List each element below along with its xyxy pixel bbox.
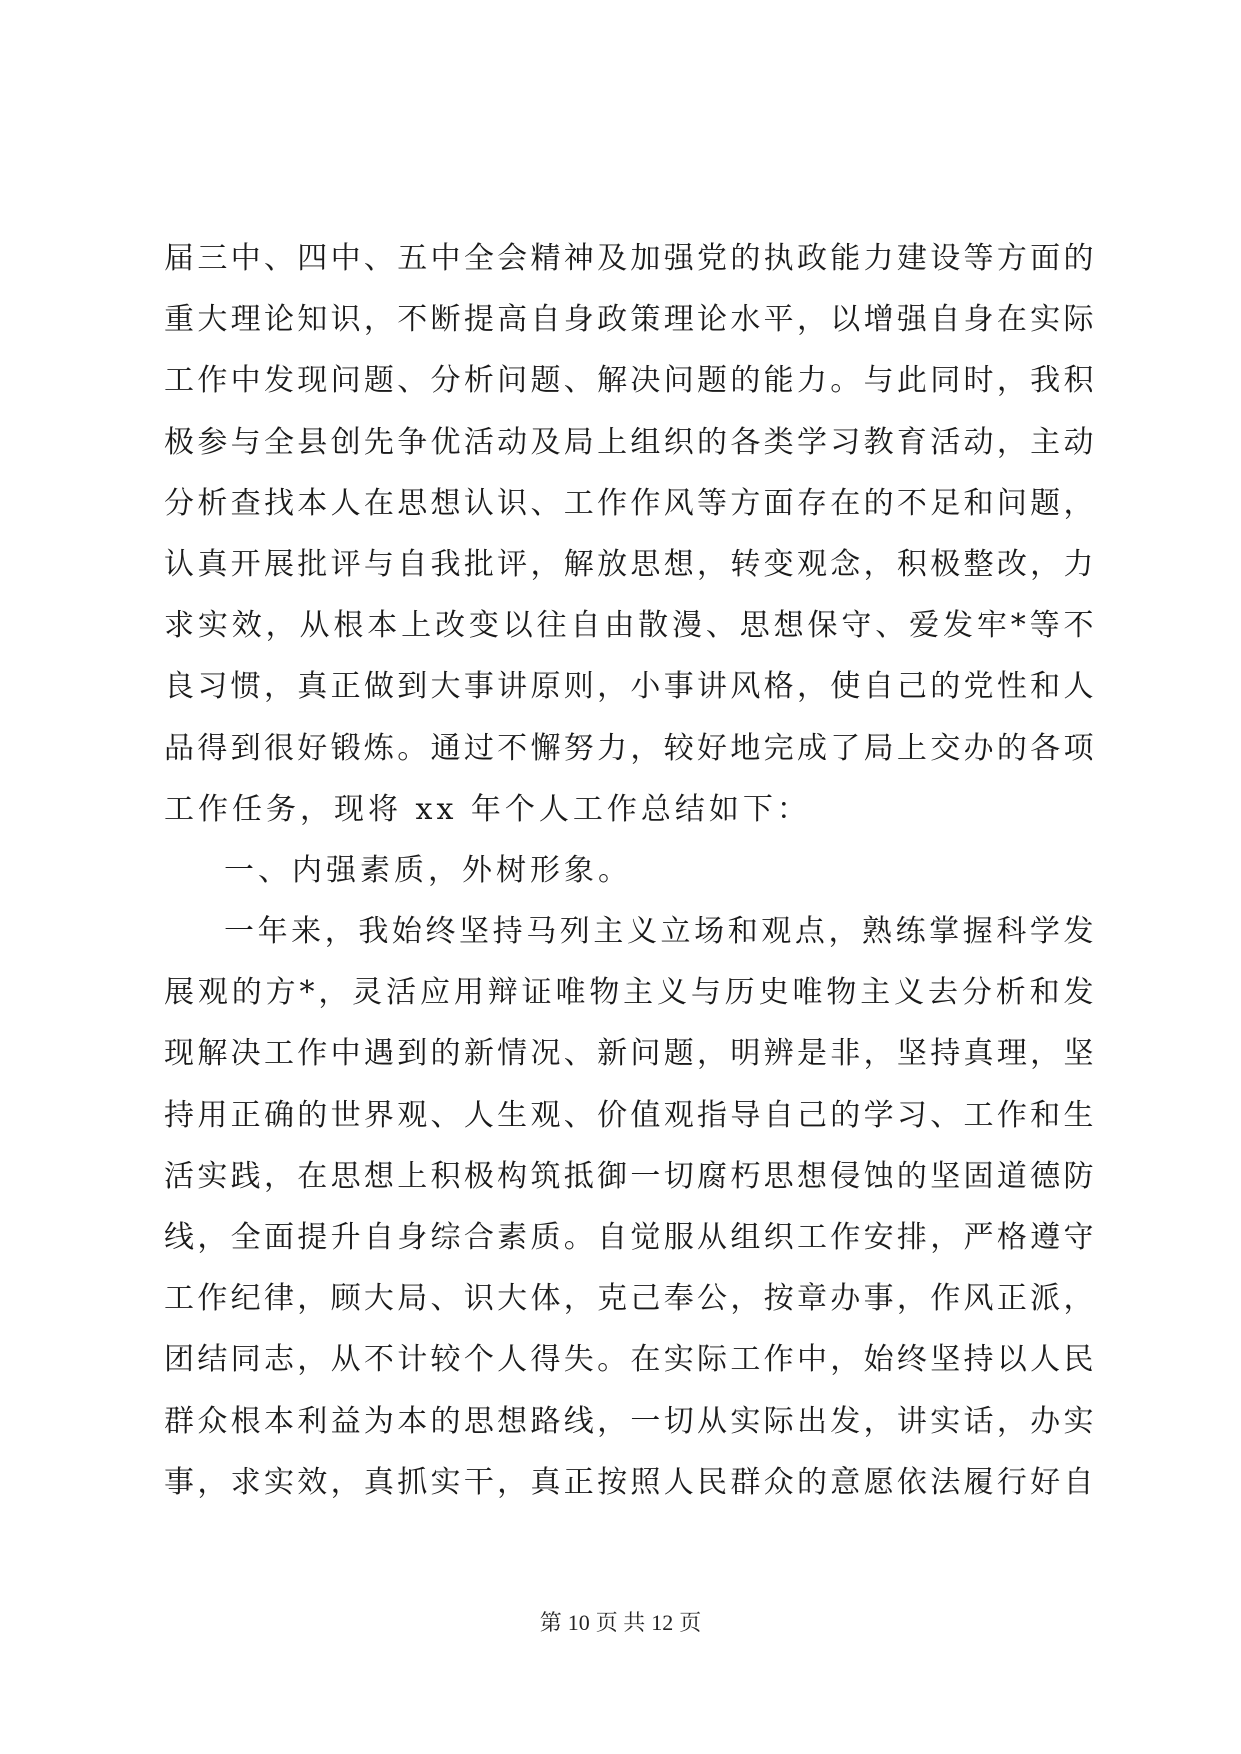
page-label-suffix: 页: [679, 1610, 702, 1635]
text-line: 工作任务，现将 xx 年个人工作总结如下：: [164, 791, 811, 827]
text-line: 一年来，我始终坚持马列主义立场和观点，熟练掌握科学发: [224, 914, 1094, 950]
text-line: 事，求实效，真抓实干，真正按照人民群众的意愿依法履行好自: [164, 1464, 1094, 1500]
text-line: 分析查找本人在思想认识、工作作风等方面存在的不足和问题，: [164, 485, 1094, 521]
body-text: [164, 228, 1094, 1513]
section-heading: 一、内强素质，外树形象。: [224, 852, 632, 888]
text-line: 届三中、四中、五中全会精神及加强党的执政能力建设等方面的: [164, 241, 1094, 276]
text-line: 重大理论知识，不断提高自身政策理论水平，以增强自身在实际: [164, 302, 1094, 338]
page-label-mid: 页 共: [595, 1610, 646, 1635]
text-line: 品得到很好锻炼。通过不懈努力，较好地完成了局上交办的各项: [164, 730, 1094, 766]
current-page-number: 10: [567, 1610, 590, 1635]
text-line: 持用正确的世界观、人生观、价值观指导自己的学习、工作和生: [164, 1097, 1094, 1133]
text-line: 团结同志，从不计较个人得失。在实际工作中，始终坚持以人民: [164, 1342, 1094, 1378]
page-footer: [0, 1608, 1241, 1638]
text-line: 良习惯，真正做到大事讲原则，小事讲风格，使自己的党性和人: [164, 669, 1094, 705]
text-line: 线，全面提升自身综合素质。自觉服从组织工作安排，严格遵守: [164, 1220, 1094, 1255]
total-pages-number: 12: [651, 1610, 674, 1635]
text-line: 认真开展批评与自我批评，解放思想，转变观念，积极整改，力: [164, 546, 1094, 582]
text-line: 工作中发现问题、分析问题、解决问题的能力。与此同时，我积: [164, 363, 1094, 399]
text-line: 群众根本利益为本的思想路线，一切从实际出发，讲实话，办实: [164, 1403, 1094, 1439]
text-line: 展观的方*，灵活应用辩证唯物主义与历史唯物主义去分析和发: [164, 975, 1094, 1011]
page-label-prefix: 第: [539, 1610, 562, 1635]
text-line: 现解决工作中遇到的新情况、新问题，明辨是非，坚持真理，坚: [164, 1036, 1094, 1072]
text-line: 求实效，从根本上改变以往自由散漫、思想保守、爱发牢*等不: [164, 608, 1094, 644]
text-line: 活实践，在思想上积极构筑抵御一切腐朽思想侵蚀的坚固道德防: [164, 1158, 1094, 1194]
text-line: 极参与全县创先争优活动及局上组织的各类学习教育活动，主动: [164, 424, 1094, 460]
text-line: 工作纪律，顾大局、识大体，克己奉公，按章办事，作风正派，: [164, 1281, 1094, 1317]
